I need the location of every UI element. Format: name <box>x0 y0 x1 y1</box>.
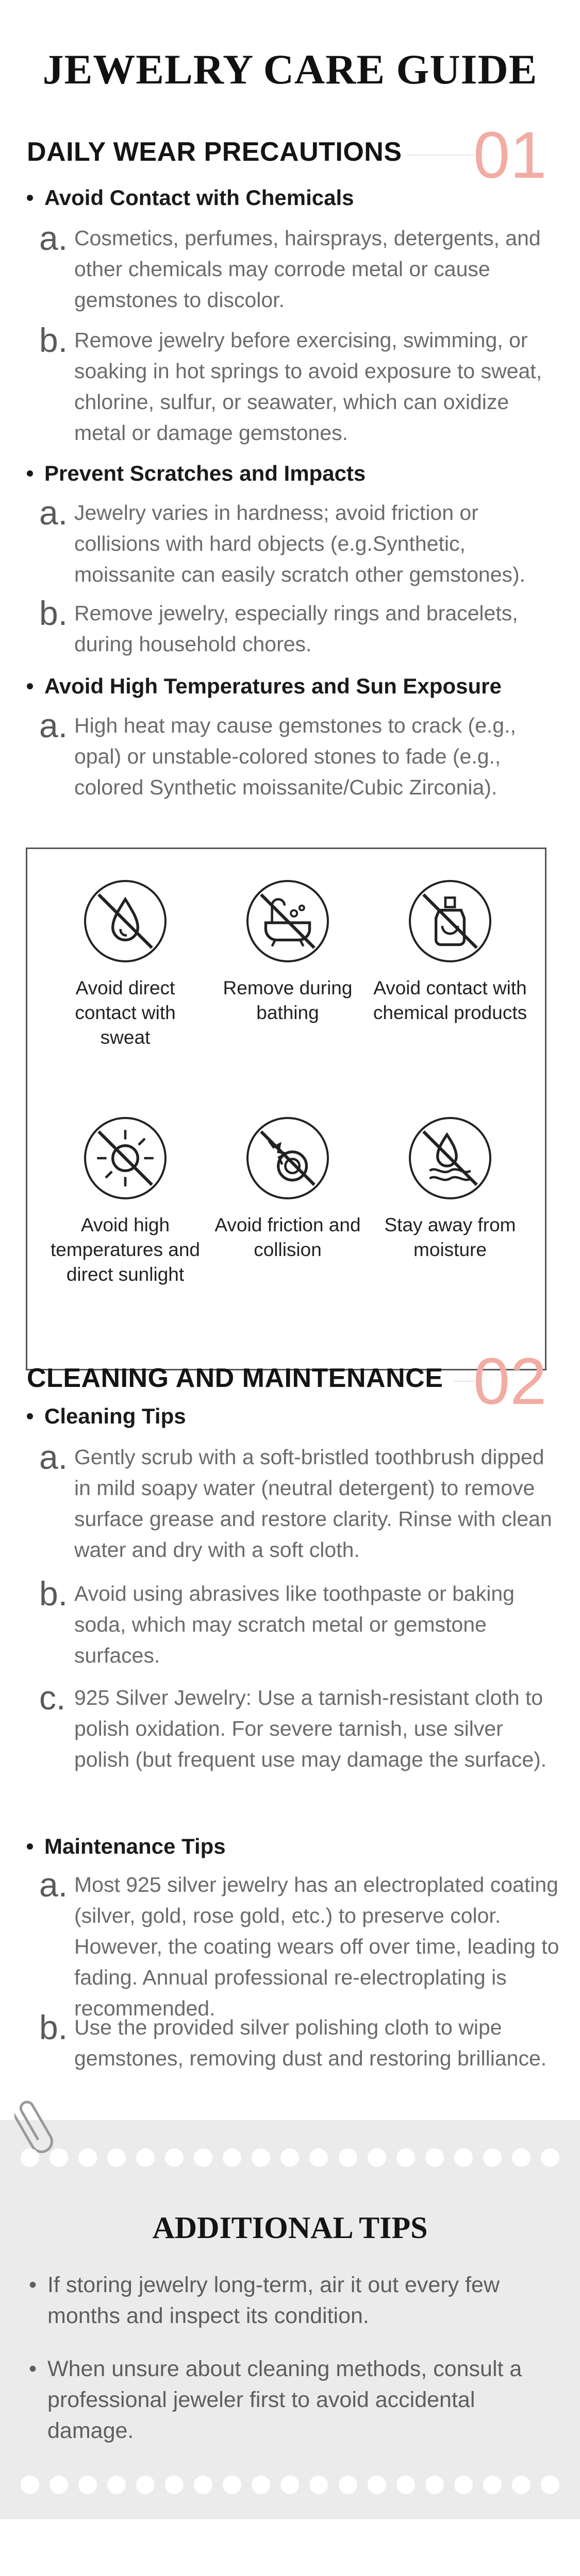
care-icons-panel <box>26 848 546 1370</box>
no-sweat-icon <box>84 880 167 962</box>
list-item: b. Use the provided silver polishing cloth to wipe gemstones, removing dust and restoring brilliance. <box>39 2008 547 2070</box>
list-item: a. Cosmetics, perfumes, hairsprays, detergents, and other chemicals may corrode metal or cause gemstones to discolor. <box>39 219 541 312</box>
list-item: b. Remove jewelry, especially rings and bracelets, during household chores. <box>39 594 518 656</box>
section-heading-cleaning: CLEANING AND MAINTENANCE <box>27 1363 443 1393</box>
list-item: c. 925 Silver Jewelry: Use a tarnish-resistant cloth to polish oxidation. For severe tarnish, use silver polish (but frequent use may damage the surface). <box>39 1679 547 1771</box>
icon-label: Avoid contact with chemical products <box>373 977 527 1023</box>
divider <box>454 1381 474 1382</box>
no-sun-icon <box>84 1117 167 1199</box>
no-chemical-icon <box>409 880 491 962</box>
list-item: a. High heat may cause gemstones to crack (e.g., opal) or unstable-colored stones to fade (e.g., colored Synthetic moissanite/Cubic Zirconia). <box>39 706 516 799</box>
group-label-chemicals: Avoid Contact with Chemicals <box>27 185 354 210</box>
group-label-heat: Avoid High Temperatures and Sun Exposure <box>27 674 502 699</box>
group-label-cleaning: Cleaning Tips <box>27 1404 186 1429</box>
list-item: b. Avoid using abrasives like toothpaste or baking soda, which may scratch metal or gemstone surfaces. <box>39 1574 515 1667</box>
icon-label: Avoid high temperatures and direct sunlight <box>50 1214 200 1285</box>
icon-tile-sweat <box>48 880 203 1050</box>
divider <box>407 155 474 156</box>
icon-tile-collision <box>210 1117 365 1262</box>
tip-item: • If storing jewelry long-term, air it out every few months and inspect its condition. <box>29 2273 500 2328</box>
icon-label: Avoid direct contact with sweat <box>75 977 176 1048</box>
list-item: a. Most 925 silver jewelry has an electroplated coating (silver, gold, rose gold, etc.) to preserve color. However, the coating wears off over time, leading to fading. Annual professional re-electroplating is recommended. <box>39 1866 559 2020</box>
icon-tile-bath <box>210 880 365 1025</box>
icon-tile-moisture <box>373 1117 527 1262</box>
group-label-scratches: Prevent Scratches and Impacts <box>27 461 366 486</box>
decorative-dots-bottom <box>21 2476 559 2494</box>
icon-tile-chemical <box>373 880 527 1025</box>
list-item: a. Gently scrub with a soft-bristled toothbrush dipped in mild soapy water (neutral detergent) to remove surface grease and restore clarity. Rinse with clean water and dry with a soft cloth. <box>39 1438 552 1562</box>
tip-item: • When unsure about cleaning methods, consult a professional jeweler first to avoid accidental damage. <box>29 2357 522 2443</box>
section-heading-daily: DAILY WEAR PRECAUTIONS <box>27 137 402 167</box>
decorative-dots-top <box>21 2148 559 2167</box>
group-label-maintenance: Maintenance Tips <box>27 1834 226 1859</box>
list-item: a. Jewelry varies in hardness; avoid friction or collisions with hard objects (e.g.Synthetic, moissanite can easily scratch other gemstones). <box>39 494 526 586</box>
icon-label: Avoid friction and collision <box>214 1214 361 1260</box>
page-title: JEWELRY CARE GUIDE <box>42 46 538 93</box>
section-number-02: 02 <box>473 1345 547 1418</box>
list-item: b. Remove jewelry before exercising, swimming, or soaking in hot springs to avoid exposure to sweat, chlorine, sulfur, or seawater, which can oxidize metal or damage gemstones. <box>39 321 542 445</box>
icon-tile-sun <box>48 1117 203 1287</box>
icon-label: Remove during bathing <box>223 977 353 1023</box>
section-number-01: 01 <box>473 118 547 192</box>
icon-label: Stay away from moisture <box>384 1214 516 1260</box>
no-collision-icon <box>246 1117 329 1199</box>
no-bath-icon <box>246 880 329 962</box>
no-moisture-icon <box>409 1117 491 1199</box>
additional-tips-heading: ADDITIONAL TIPS <box>152 2211 428 2245</box>
